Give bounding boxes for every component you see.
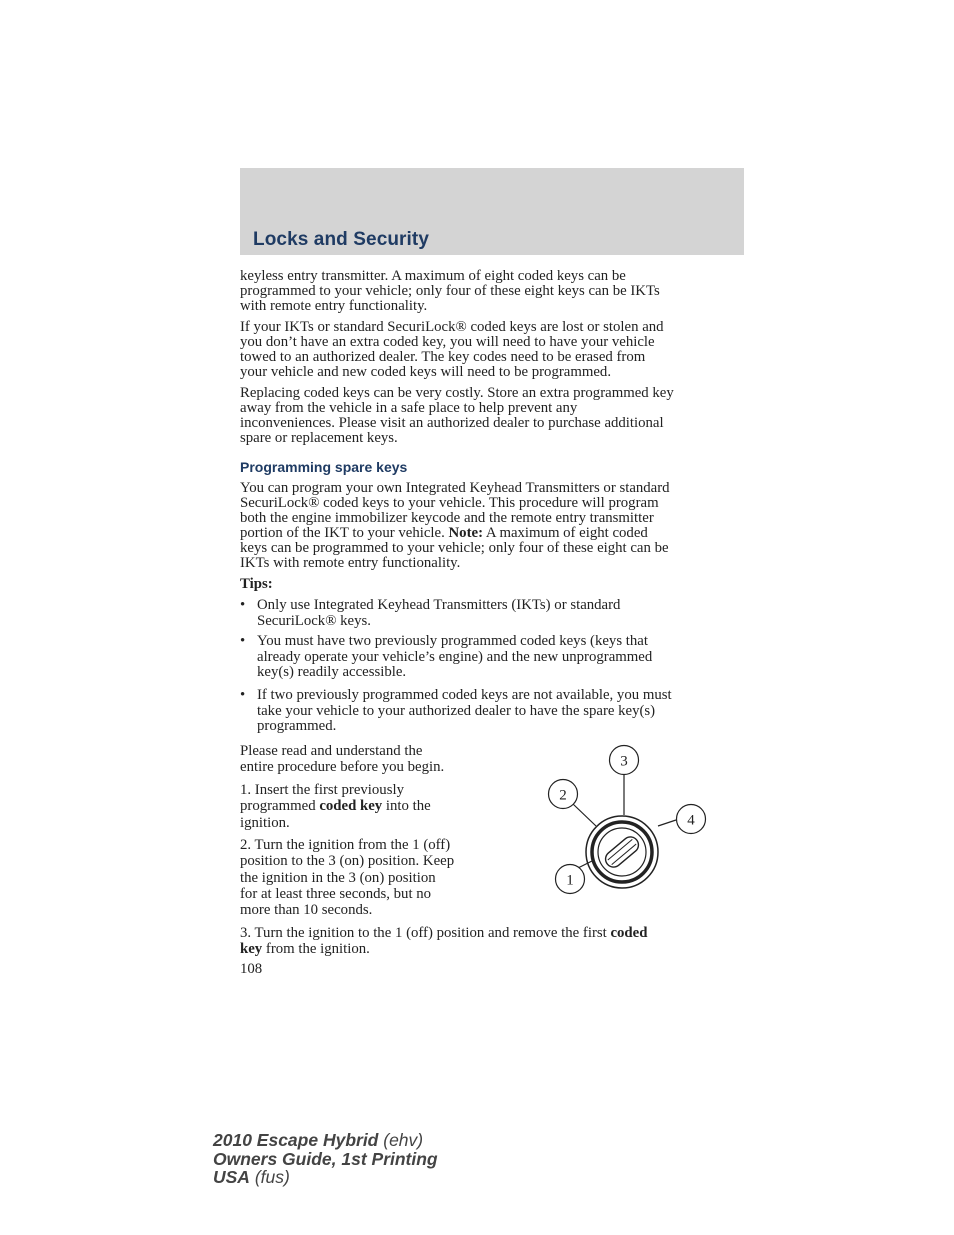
text-line: programmed. [257,718,337,734]
text-line: the ignition in the 3 (on) position [240,869,436,886]
footer-line-3 [213,1168,438,1187]
text-line: Replacing coded keys can be very costly. Store an extra programmed key [240,385,674,401]
footer-edition: Owners Guide, 1st Printing [213,1148,438,1169]
text-line: away from the vehicle in a safe place to help prevent any [240,400,578,416]
text-line: you don’t have an extra coded key, you will need to have your vehicle [240,334,655,350]
text-line: take your vehicle to your authorized dealer to have the spare key(s) [257,702,656,719]
text-line: You can program your own Integrated Keyhead Transmitters or standard [240,480,670,496]
text-line: your vehicle and new coded keys will need to be programmed. [240,364,612,380]
tip-text [257,634,745,681]
text-line: entire procedure before you begin. [240,759,445,776]
footer-model: 2010 Escape Hybrid [213,1130,379,1150]
text-line: spare or replacement keys. [240,430,398,446]
page-number: 108 [240,961,263,977]
text-line: both the engine immobilizer keycode and the remote entry transmitter [240,510,654,526]
bold-term: coded [610,925,648,941]
procedure-step-3 [240,925,745,957]
text-line: key(s) readily accessible. [257,664,407,680]
text-line: SecuriLock® coded keys to your vehicle. This procedure will program [240,495,659,511]
text-line [240,941,745,957]
text-run: portion of the IKT to your vehicle. [240,525,449,541]
text-line: SecuriLock® keys. [257,612,371,629]
section-paragraph [240,481,745,571]
text-line: keyless entry transmitter. A maximum of eight coded keys can be [240,268,626,284]
text-line [240,526,745,541]
procedure-step-2 [240,837,500,918]
text-line: position to the 3 (on) position. Keep [240,853,455,870]
publication-footer [213,1131,438,1187]
section-header-band [240,168,744,255]
text-line: inconveniences. Please visit an authorized dealer to purchase additional [240,415,664,431]
text-line: Please read and understand the [240,743,423,759]
text-line [240,925,745,941]
text-line: with remote entry functionality. [240,298,428,314]
subheading-programming-spare-keys: Programming spare keys [240,459,408,475]
footer-market-code: (fus) [249,1167,290,1187]
text-line: already operate your vehicle’s engine) and the new unprogrammed [257,648,653,665]
text-run: into the [382,798,431,815]
bold-term: key [240,941,263,957]
text-line [240,798,500,814]
tip-text [257,688,745,735]
text-run: 3. Turn the ignition to the 1 (off) position and remove the first [240,925,611,941]
tips-label: Tips: [240,576,273,592]
text-run: from the ignition. [262,941,370,957]
text-line: keys can be programmed to your vehicle; only four of these eight can be [240,540,669,556]
text-line: IKTs with remote entry functionality. [240,555,461,571]
section-title: Locks and Security [253,229,430,250]
text-line: If your IKTs or standard SecuriLock® coded keys are lost or stolen and [240,319,664,335]
footer-line-1 [213,1131,438,1150]
bold-term: coded key [319,798,383,815]
text-line: for at least three seconds, but no [240,885,432,902]
ignition-diagram [540,740,720,900]
bullet-icon: • [240,633,246,649]
text-line: ignition. [240,814,290,831]
bullet-icon: • [240,597,246,613]
footer-line-2 [213,1150,438,1169]
position-3-callout [610,746,639,816]
text-run: A maximum of eight coded [483,525,648,541]
position-label-4: 4 [687,812,695,829]
paragraph-2 [240,320,745,380]
text-line: You must have two previously programmed coded keys (keys that [257,633,648,649]
footer-market: USA [213,1167,250,1187]
position-2-callout [549,780,597,827]
ignition-lock-icon [586,816,658,888]
note-label: Note: [448,525,483,541]
footer-model-code: (ehv) [378,1130,424,1150]
text-run: programmed [240,798,320,815]
procedure-step-1 [240,782,500,831]
text-line: Only use Integrated Keyhead Transmitters (IKTs) or standard [257,597,621,613]
paragraph-3 [240,386,745,446]
text-line: 1. Insert the first previously [240,782,404,798]
text-line: If two previously programmed coded keys are not available, you must [257,687,672,703]
position-4-callout [658,805,706,834]
procedure-intro [240,743,500,776]
text-line: towed to an authorized dealer. The key codes need to be erased from [240,349,646,365]
position-label-2: 2 [559,787,567,804]
tip-text [257,598,745,629]
paragraph-1 [240,269,745,314]
text-line: programmed to your vehicle; only four of these eight keys can be IKTs [240,283,660,299]
position-label-3: 3 [620,753,628,770]
position-label-1: 1 [566,872,574,889]
text-line: 2. Turn the ignition from the 1 (off) [240,837,451,853]
text-line: more than 10 seconds. [240,902,373,919]
bullet-icon: • [240,687,246,703]
